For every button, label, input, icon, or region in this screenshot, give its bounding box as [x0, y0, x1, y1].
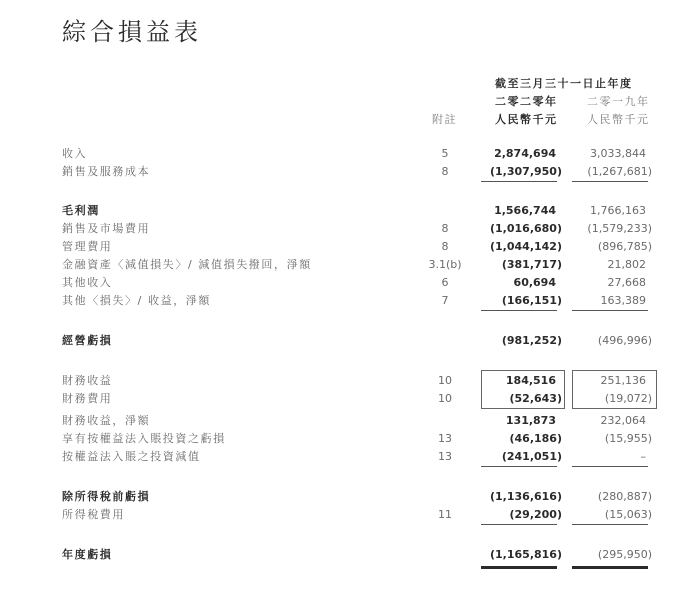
- row-note: 8: [441, 240, 449, 253]
- row-current-value: 2,874,694: [494, 147, 556, 160]
- subtotal-line: [572, 310, 648, 311]
- row-note: 3.1(b): [428, 258, 462, 271]
- row-label: 其他收入: [62, 276, 113, 289]
- row-label: 財務收益: [62, 374, 113, 387]
- row-prior-value: (896,785): [597, 240, 652, 253]
- table-row: [0, 332, 700, 350]
- row-current-value: (981,252): [501, 334, 562, 347]
- row-note: 10: [438, 374, 452, 387]
- row-note: 13: [438, 432, 452, 445]
- subtotal-line: [572, 466, 648, 467]
- table-row: [0, 506, 700, 524]
- row-current-value: (1,165,816): [490, 548, 562, 561]
- row-prior-value: (19,072): [604, 392, 652, 405]
- row-note: 8: [441, 222, 449, 235]
- page-title: 綜合損益表: [62, 18, 202, 46]
- table-row: [0, 238, 700, 256]
- row-prior-value: 21,802: [607, 258, 646, 271]
- row-prior-value: 1,766,163: [590, 204, 646, 217]
- row-note: 8: [441, 165, 449, 178]
- row-current-value: 60,694: [513, 276, 556, 289]
- row-current-value: (1,016,680): [490, 222, 562, 235]
- table-row: [0, 163, 700, 181]
- row-label: 毛利潤: [62, 204, 100, 217]
- table-row: [0, 546, 700, 564]
- subtotal-line: [481, 524, 557, 525]
- subtotal-line: [572, 524, 648, 525]
- row-prior-value: –: [640, 450, 646, 463]
- row-prior-value: (496,996): [597, 334, 652, 347]
- row-prior-value: 232,064: [600, 414, 646, 427]
- row-current-value: 1,566,744: [494, 204, 556, 217]
- row-label: 收入: [62, 147, 88, 160]
- row-label: 財務費用: [62, 392, 113, 405]
- row-current-value: (29,200): [509, 508, 562, 521]
- row-prior-value: 3,033,844: [590, 147, 646, 160]
- row-prior-value: 27,668: [607, 276, 646, 289]
- currency-current-header: 人民幣千元: [495, 113, 558, 126]
- subtotal-line: [481, 466, 557, 467]
- row-prior-value: (280,887): [597, 490, 652, 503]
- row-prior-value: (15,063): [604, 508, 652, 521]
- row-current-value: (52,643): [509, 392, 562, 405]
- row-label: 除所得稅前虧損: [62, 490, 151, 503]
- row-current-value: (166,151): [501, 294, 562, 307]
- row-prior-value: (1,579,233): [587, 222, 652, 235]
- row-label: 金融資產〈減值損失〉/ 減值損失撥回，淨額: [62, 258, 312, 271]
- subtotal-line: [572, 181, 648, 182]
- total-line: [481, 566, 557, 569]
- row-label: 財務收益，淨額: [62, 414, 151, 427]
- total-line: [572, 566, 648, 569]
- row-current-value: (241,051): [501, 450, 562, 463]
- row-prior-value: (295,950): [597, 548, 652, 561]
- row-label: 銷售及市場費用: [62, 222, 151, 235]
- row-current-value: 131,873: [505, 414, 556, 427]
- row-prior-value: 251,136: [600, 374, 646, 387]
- row-note: 6: [441, 276, 449, 289]
- subtotal-line: [481, 310, 557, 311]
- table-row: [0, 448, 700, 466]
- row-current-value: (381,717): [501, 258, 562, 271]
- row-label: 年度虧損: [62, 548, 113, 561]
- year-prior-header: 二零一九年: [587, 95, 650, 108]
- notes-header: 附註: [432, 113, 457, 126]
- table-row: [0, 256, 700, 274]
- period-header: 截至三月三十一日止年度: [495, 77, 633, 90]
- row-label: 按權益法入賬之投資減值: [62, 450, 201, 463]
- table-row: [0, 220, 700, 238]
- row-note: 13: [438, 450, 452, 463]
- row-label: 所得稅費用: [62, 508, 125, 521]
- row-prior-value: (1,267,681): [587, 165, 652, 178]
- row-prior-value: (15,955): [604, 432, 652, 445]
- table-row: [0, 430, 700, 448]
- row-current-value: (1,044,142): [490, 240, 562, 253]
- row-label: 銷售及服務成本: [62, 165, 151, 178]
- subtotal-line: [481, 181, 557, 182]
- row-current-value: (1,136,616): [490, 490, 562, 503]
- row-prior-value: 163,389: [600, 294, 646, 307]
- row-note: 7: [441, 294, 449, 307]
- year-current-header: 二零二零年: [495, 95, 558, 108]
- table-row: [0, 292, 700, 310]
- row-current-value: (1,307,950): [490, 165, 562, 178]
- highlight-box-prior: [572, 370, 657, 409]
- table-row: [0, 202, 700, 220]
- table-row: [0, 412, 700, 430]
- currency-prior-header: 人民幣千元: [587, 113, 650, 126]
- row-label: 享有按權益法入賬投資之虧損: [62, 432, 226, 445]
- table-row: [0, 274, 700, 292]
- row-current-value: (46,186): [509, 432, 562, 445]
- row-note: 10: [438, 392, 452, 405]
- row-label: 管理費用: [62, 240, 113, 253]
- row-current-value: 184,516: [505, 374, 556, 387]
- highlight-box-current: [481, 370, 565, 409]
- row-note: 5: [441, 147, 449, 160]
- table-row: [0, 488, 700, 506]
- row-note: 11: [438, 508, 452, 521]
- table-row: [0, 145, 700, 163]
- row-label: 經營虧損: [62, 334, 113, 347]
- row-label: 其他〈損失〉/ 收益，淨額: [62, 294, 212, 307]
